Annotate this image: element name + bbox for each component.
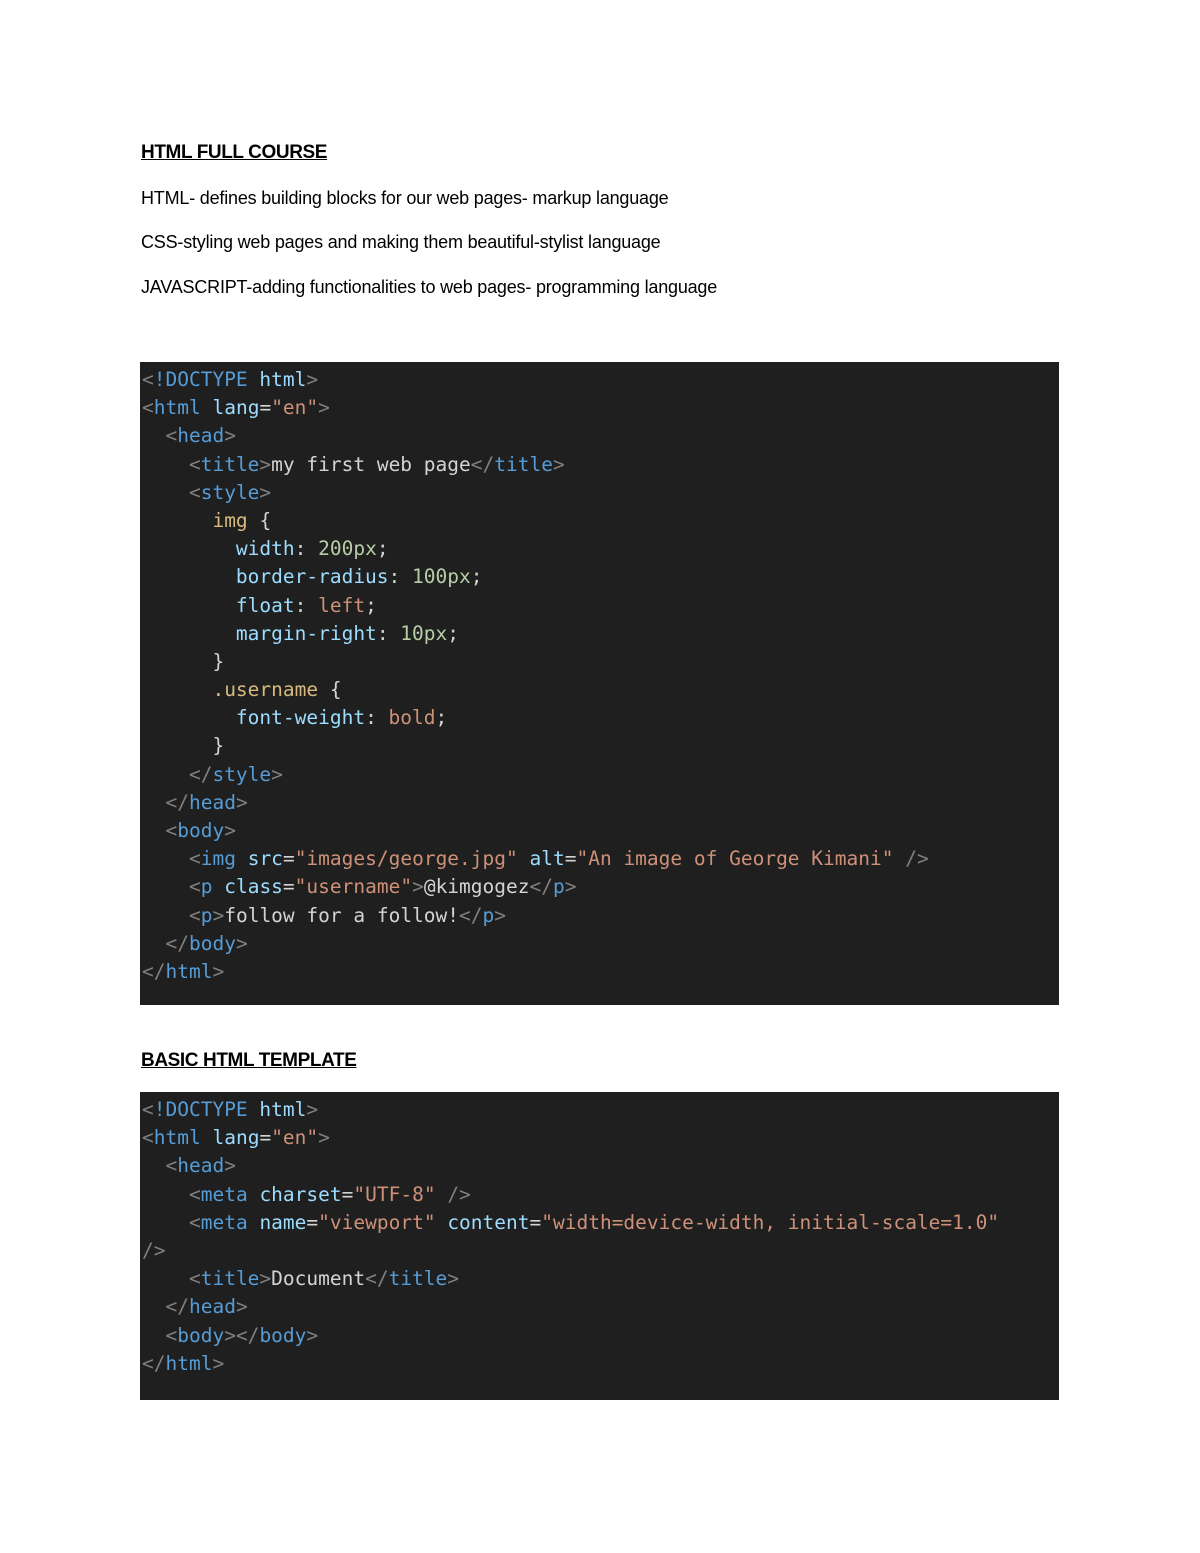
code-line: <title>Document</title>: [188, 1267, 460, 1291]
code-line: <!DOCTYPE html>: [142, 368, 319, 391]
code-line: font-weight: bold;: [235, 706, 448, 730]
code-line: border-radius: 100px;: [235, 565, 483, 589]
code-line: </head>: [165, 1295, 248, 1319]
code-line: </html>: [142, 1351, 225, 1375]
code-line: <html lang="en">: [142, 1126, 330, 1150]
code-line: <p class="username">@kimgogez</p>: [188, 875, 577, 899]
code-line: </head>: [165, 790, 248, 814]
section-title-template: BASIC HTML TEMPLATE: [141, 1050, 357, 1071]
paragraph-css: CSS-styling web pages and making them beautiful-stylist language: [141, 232, 661, 252]
code-line: <body>: [165, 819, 236, 842]
paragraph-html: HTML- defines building blocks for our web pages- markup language: [141, 188, 669, 208]
code-line: <head>: [165, 424, 236, 448]
code-line: width: 200px;: [235, 537, 389, 561]
code-line: <title>my first web page</title>: [188, 452, 565, 476]
page-title: HTML FULL COURSE: [141, 142, 328, 163]
code-line: <!DOCTYPE html>: [142, 1098, 319, 1121]
code-line: <html lang="en">: [142, 396, 330, 420]
code-line: <meta name="viewport" content="width=device-width, initial-scale=1.0": [188, 1210, 1000, 1234]
code-block-first-web-page: [140, 362, 1059, 1005]
code-line: <meta charset="UTF-8" />: [188, 1182, 471, 1206]
code-line: />: [142, 1238, 166, 1262]
code-line: }: [212, 734, 225, 758]
code-line: </style>: [188, 762, 283, 786]
code-line: <p>follow for a follow!</p>: [188, 903, 507, 927]
code-line: }: [212, 649, 225, 673]
code-line: </html>: [142, 959, 225, 983]
code-line: <img src="images/george.jpg" alt="An image of George Kimani" />: [188, 847, 929, 871]
code-line: <body></body>: [165, 1323, 319, 1347]
code-line: float: left;: [235, 593, 377, 617]
code-line: margin-right: 10px;: [235, 621, 460, 645]
code-line: img {: [212, 508, 272, 532]
code-line: <head>: [165, 1154, 236, 1178]
code-block-basic-template: [140, 1092, 1059, 1400]
code-line: <style>: [188, 480, 272, 504]
code-line: .username {: [212, 678, 342, 702]
paragraph-javascript: JAVASCRIPT-adding functionalities to web pages- programming language: [141, 277, 718, 297]
code-line: </body>: [165, 931, 248, 955]
